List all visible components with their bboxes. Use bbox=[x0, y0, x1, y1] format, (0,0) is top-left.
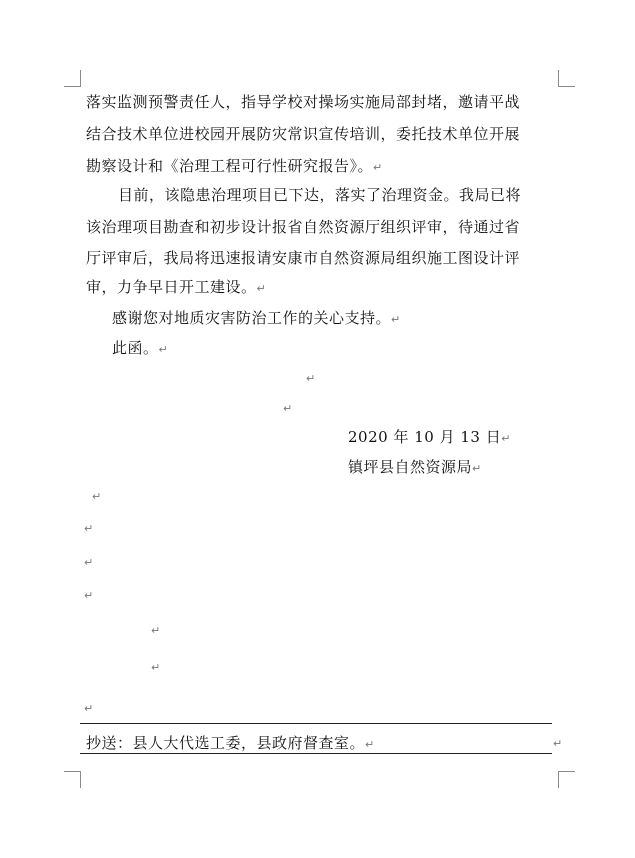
paragraph-mark: ↵ bbox=[365, 738, 375, 751]
signature-date: 2020 年 10 月 13 日 bbox=[348, 428, 502, 446]
signature-org-line bbox=[348, 457, 482, 479]
cc-line bbox=[86, 733, 375, 755]
body-text-line bbox=[86, 156, 383, 178]
paragraph-mark: ↵ bbox=[553, 737, 563, 750]
paragraph-mark: ↵ bbox=[151, 661, 161, 674]
footer-bottom-rule bbox=[80, 753, 552, 754]
signature-org: 镇坪县自然资源局 bbox=[348, 458, 473, 476]
thanks-line bbox=[112, 308, 401, 330]
page-corner-mark-bottom-right bbox=[558, 771, 575, 788]
page-corner-mark-top-left bbox=[64, 70, 81, 87]
paragraph-mark: ↵ bbox=[84, 522, 94, 535]
body-text-line: 该治理项目勘查和初步设计报省自然资源厅组织评审，待通过省 bbox=[86, 218, 521, 236]
paragraph-mark: ↵ bbox=[373, 161, 383, 174]
body-text-line: 结合技术单位进校园开展防灾常识宣传培训，委托技术单位开展 bbox=[86, 125, 521, 143]
paragraph-mark: ↵ bbox=[283, 402, 293, 415]
closing-line bbox=[112, 338, 168, 360]
body-text-line: 落实监测预警责任人，指导学校对操场实施局部封堵，邀请平战 bbox=[86, 93, 521, 111]
paragraph-mark: ↵ bbox=[472, 462, 482, 475]
page-corner-mark-top-right bbox=[558, 70, 575, 87]
paragraph-mark: ↵ bbox=[151, 624, 161, 637]
body-text: 审，力争早日开工建设。 bbox=[86, 278, 257, 296]
paragraph-mark: ↵ bbox=[84, 589, 94, 602]
thanks-text: 感谢您对地质灾害防治工作的关心支持。 bbox=[112, 309, 392, 327]
body-text-line bbox=[86, 277, 266, 299]
paragraph-mark: ↵ bbox=[501, 432, 511, 445]
paragraph-mark: ↵ bbox=[391, 313, 401, 326]
page-corner-mark-bottom-left bbox=[64, 771, 81, 788]
body-text-line: 目前，该隐患治理项目已下达，落实了治理资金。我局已将 bbox=[118, 186, 522, 204]
closing-text: 此函。 bbox=[112, 339, 159, 357]
paragraph-mark: ↵ bbox=[158, 343, 169, 356]
signature-date-line bbox=[348, 427, 511, 449]
footer-top-rule bbox=[80, 723, 552, 724]
body-text: 勘察设计和《治理工程可行性研究报告》。 bbox=[86, 157, 374, 175]
paragraph-mark: ↵ bbox=[92, 490, 102, 503]
paragraph-mark: ↵ bbox=[256, 282, 267, 295]
paragraph-mark: ↵ bbox=[84, 702, 94, 715]
cc-text: 抄送：县人大代选工委，县政府督查室。 bbox=[86, 734, 366, 752]
paragraph-mark: ↵ bbox=[306, 372, 316, 385]
paragraph-mark: ↵ bbox=[84, 556, 94, 569]
body-text-line: 厅评审后，我局将迅速报请安康市自然资源局组织施工图设计评 bbox=[86, 249, 521, 267]
